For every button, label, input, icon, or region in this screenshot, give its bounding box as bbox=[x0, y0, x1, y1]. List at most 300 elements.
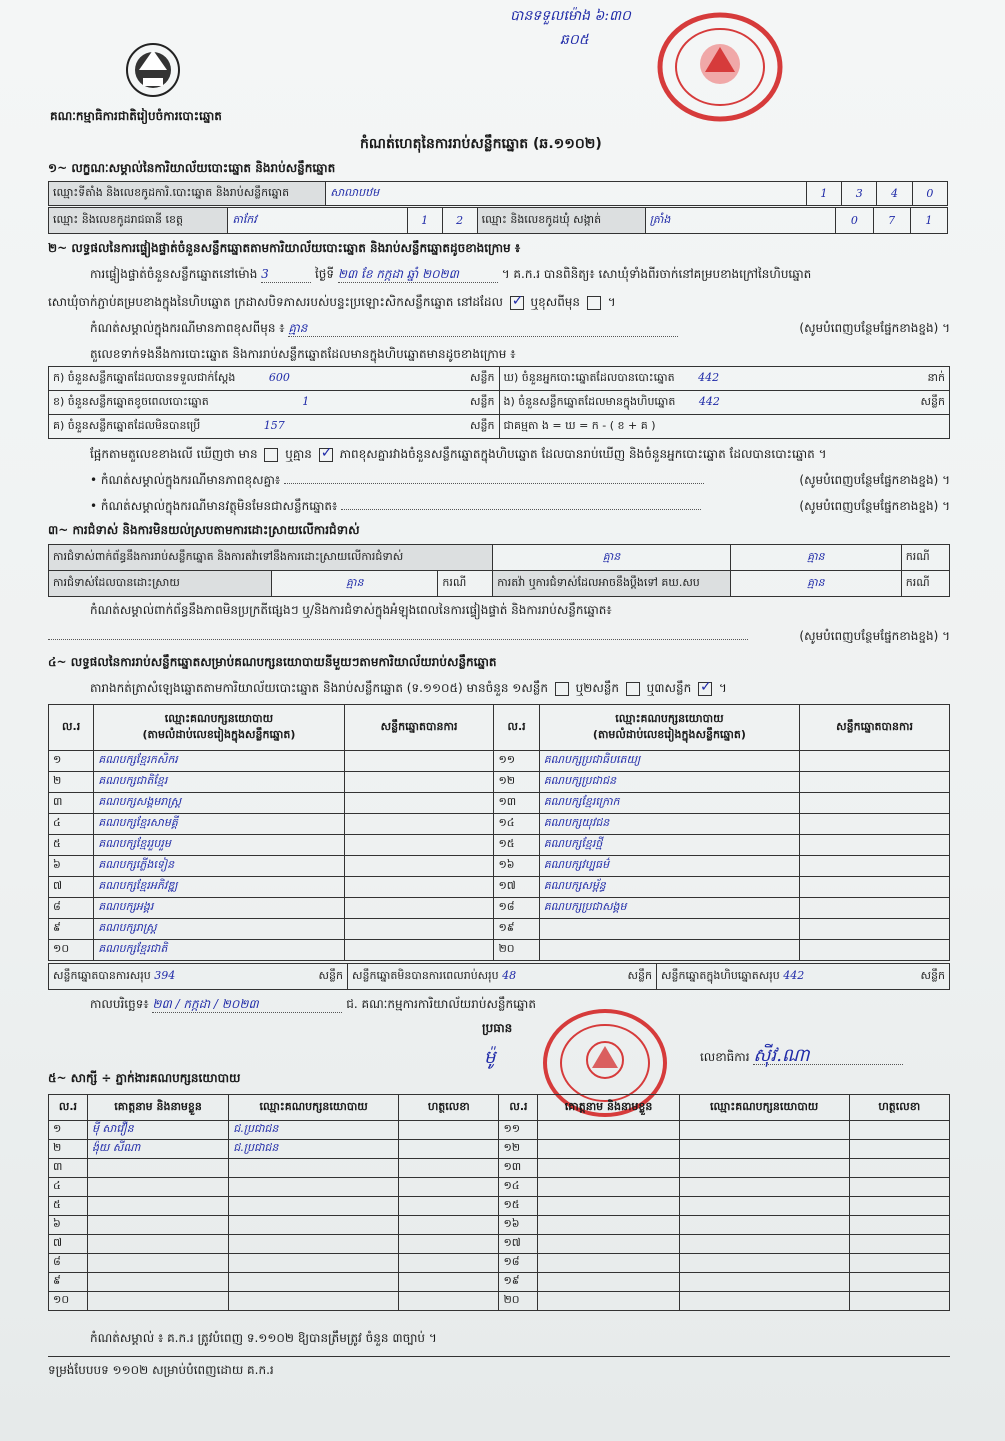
witness-party: ជ.ប្រជាជន bbox=[229, 1140, 399, 1159]
party-votes bbox=[800, 877, 950, 898]
col-name: គោត្តនាម និងនាមខ្លួន bbox=[87, 1095, 228, 1121]
table-row bbox=[49, 751, 950, 772]
objection-label: ការជំទាស់ពាក់ព័ន្ធនឹងការរាប់សន្លឹកឆ្នោត និងការតវ៉ាទៅនឹងការដោះស្រាយលើការជំទាស់ bbox=[49, 545, 493, 571]
party-votes bbox=[800, 793, 950, 814]
has-discrepancy-checkbox[interactable] bbox=[264, 448, 278, 462]
table-row bbox=[49, 814, 950, 835]
witness-name bbox=[87, 1273, 228, 1292]
location-label: ឈ្មោះទីតាំង និងលេខកូដការិ.បោះឆ្នោត និងរាប់សន្លឹកឆ្នោត bbox=[49, 182, 326, 206]
witness-no: ៥ bbox=[49, 1197, 88, 1216]
official-seal-top bbox=[655, 12, 785, 122]
figure-label: ង) ចំនួនសន្លឹកឆ្នោតដែលមានក្នុងហិបឆ្នោត bbox=[503, 394, 676, 408]
province-code-digit: 1 bbox=[407, 208, 442, 234]
province-value: តាកែវ bbox=[228, 208, 407, 234]
party-no: ៩ bbox=[49, 919, 94, 940]
table-row bbox=[49, 919, 950, 940]
party-votes bbox=[344, 940, 494, 961]
party-votes bbox=[800, 835, 950, 856]
witness-sign bbox=[849, 1121, 949, 1140]
fill-back-note: (សូមបំពេញបន្ថែមផ្នែកខាងខ្នង) ។ bbox=[799, 629, 950, 643]
party-no: ១៨ bbox=[494, 898, 539, 919]
section2-line1-day: ថ្ងៃទី bbox=[315, 267, 335, 281]
secretary-line bbox=[700, 1045, 903, 1066]
witness-party bbox=[679, 1140, 849, 1159]
col-party-right bbox=[539, 705, 799, 751]
witness-name bbox=[87, 1178, 228, 1197]
invalid-total bbox=[348, 964, 657, 990]
witness-sign bbox=[849, 1216, 949, 1235]
col-votes: សន្លឹកឆ្នោតបានការ bbox=[344, 705, 494, 751]
witness-name bbox=[87, 1292, 228, 1311]
witness-name bbox=[87, 1159, 228, 1178]
col-party-label: ឈ្មោះគណបក្សនយោបាយ bbox=[164, 711, 274, 725]
party-no: ១៣ bbox=[494, 793, 539, 814]
witness-no: ៤ bbox=[49, 1178, 88, 1197]
party-name: គណបក្សខ្មែរសាមគ្គី bbox=[94, 814, 344, 835]
votes-table bbox=[48, 704, 950, 961]
bullet1-label: • កំណត់សម្គាល់ក្នុងករណីមានភាពខុសគ្នា៖ bbox=[90, 473, 281, 487]
witness-name bbox=[87, 1197, 228, 1216]
party-votes bbox=[344, 835, 494, 856]
section2-line1-suffix: ។ គ.ក.រ បានពិនិត្យ៖ សោឃុំទាំងពីរចាក់នៅគម្របខាងក្រៅនៃហិបឆ្នោត bbox=[501, 267, 812, 281]
witness-party bbox=[679, 1235, 849, 1254]
party-no: ១៦ bbox=[494, 856, 539, 877]
figure-value: 157 bbox=[263, 418, 285, 432]
witness-no: ១៧ bbox=[499, 1235, 538, 1254]
section1-table bbox=[48, 181, 948, 206]
sheets-label: តារាងកត់ត្រាសំឡេងឆ្នោតតាមការិយាល័យបោះឆ្នោត និងរាប់សន្លឹកឆ្នោត (ទ.១១០៥) មានចំនួន ១សន្លឹក bbox=[90, 681, 548, 695]
figure-row-a bbox=[49, 367, 500, 391]
party-name: គណបក្សខ្មែរកសិករ bbox=[94, 751, 344, 772]
witness-sign bbox=[849, 1159, 949, 1178]
table-row bbox=[49, 1140, 950, 1159]
totals-table bbox=[48, 963, 950, 990]
witness-sign bbox=[399, 1273, 499, 1292]
no-discrepancy-label: ឬគ្មាន bbox=[285, 447, 312, 461]
section4-heading: ៤~ លទ្ធផលនៃការរាប់សន្លឹកឆ្នោតសម្រាប់គណបក្សនយោបាយនីមួយៗតាមការិយាល័យរាប់សន្លឹកឆ្នោត bbox=[48, 655, 497, 669]
party-no: ២ bbox=[49, 772, 94, 793]
col-no: ល.រ bbox=[49, 705, 94, 751]
figure-unit: សន្លឹក bbox=[470, 394, 495, 408]
witness-name bbox=[538, 1254, 679, 1273]
chair-label: ប្រធាន bbox=[482, 1021, 513, 1035]
party-name: គណបក្សវប្បធម៌ bbox=[539, 856, 799, 877]
witness-sign bbox=[399, 1140, 499, 1159]
witness-sign bbox=[399, 1292, 499, 1311]
invalid-total-value: 48 bbox=[502, 968, 517, 982]
witness-sign bbox=[399, 1216, 499, 1235]
col-party bbox=[94, 705, 344, 751]
figure-value: 600 bbox=[268, 370, 290, 384]
witness-no: ១២ bbox=[499, 1140, 538, 1159]
location-code-digit: 0 bbox=[912, 182, 947, 206]
unit-label: សន្លឹក bbox=[920, 968, 945, 982]
witness-sign bbox=[849, 1273, 949, 1292]
three-sheets-checkbox[interactable] bbox=[698, 682, 712, 696]
difference-note-value: គ្មាន bbox=[288, 320, 678, 337]
witness-no: ១ bbox=[49, 1121, 88, 1140]
witness-no: ១០ bbox=[49, 1292, 88, 1311]
table-row bbox=[49, 772, 950, 793]
section2-line1-prefix: ការផ្ទៀងផ្ទាត់ចំនួនសន្លឹកឆ្នោតនៅម៉ោង bbox=[90, 267, 258, 281]
three-sheets-label: ឬ៣សន្លឹក bbox=[646, 681, 692, 695]
section2-line1 bbox=[90, 266, 811, 283]
witness-sign bbox=[849, 1254, 949, 1273]
no-discrepancy-checkbox[interactable] bbox=[319, 448, 333, 462]
witness-party bbox=[679, 1254, 849, 1273]
table-row bbox=[49, 1121, 950, 1140]
figure-label: ឃ) ចំនួនអ្នកបោះឆ្នោតដែលបានបោះឆ្នោត bbox=[503, 370, 675, 384]
witness-no: ៩ bbox=[49, 1273, 88, 1292]
two-sheets-label: ឬ២សន្លឹក bbox=[575, 681, 620, 695]
party-votes bbox=[800, 751, 950, 772]
figure-row-d bbox=[499, 367, 950, 391]
party-name: គណបក្សខ្មែរក្រោក bbox=[539, 793, 799, 814]
party-no: ១៥ bbox=[494, 835, 539, 856]
party-no: ៦ bbox=[49, 856, 94, 877]
party-name: គណបក្សប្រជាជន bbox=[539, 772, 799, 793]
date-value: ២៣ / កក្កដា / ២០២៣ bbox=[152, 996, 342, 1013]
figure-unit: នាក់ bbox=[927, 370, 945, 384]
location-value: សាលាបឋម bbox=[326, 182, 807, 206]
unit-label: ករណី bbox=[901, 545, 949, 571]
date-label: កាលបរិច្ឆេទ៖ bbox=[90, 997, 149, 1011]
chair-signature: ម៉ូ bbox=[484, 1047, 496, 1068]
section2-line2: សោឃុំចាក់ភ្ជាប់គម្របខាងក្នុងនៃហិបឆ្នោត ក្រដាសបិទភាសរបស់បន្ទះប្រឡោះសិកសន្លឹកឆ្នោត នៅដដែល ✓ ឬខុសពីមុន ។ bbox=[48, 294, 616, 310]
unit-label: សន្លឹក bbox=[627, 968, 652, 982]
witness-party bbox=[679, 1197, 849, 1216]
witness-name bbox=[538, 1292, 679, 1311]
box-total-label: សន្លឹកឆ្នោតក្នុងហិបឆ្នោតសរុប bbox=[661, 968, 780, 982]
figure-unit: សន្លឹក bbox=[470, 418, 495, 432]
secretary-signature: ស៊ីវ.ណា bbox=[753, 1048, 903, 1065]
party-name: គណបក្សយុវជន bbox=[539, 814, 799, 835]
witness-party bbox=[229, 1216, 399, 1235]
witness-party: ជ.ប្រជាជន bbox=[229, 1121, 399, 1140]
section1-heading: ១~ លក្ខណៈសម្គាល់នៃការិយាល័យបោះឆ្នោត និងរាប់សន្លឹកឆ្នោត bbox=[48, 161, 336, 175]
party-name bbox=[539, 940, 799, 961]
section2-heading: ២~ លទ្ធផលនៃការផ្ទៀងផ្ទាត់ចំនួនសន្លឹកឆ្នោតតាមការិយាល័យបោះឆ្នោត និងរាប់សន្លឹកឆ្នោតដូចខាងក្រោម ៖ bbox=[48, 241, 521, 255]
witness-no: ២០ bbox=[499, 1292, 538, 1311]
different-option-label: ឬខុសពីមុន bbox=[530, 295, 581, 309]
appeal-label: ការតវ៉ា ឬការជំទាស់ដែលអាចនឹងប្តឹងទៅ គឃ.សប bbox=[493, 571, 731, 597]
discrepancy-text: ភាពខុសគ្នារវាងចំនួនសន្លឹកឆ្នោតក្នុងហិបឆ្នោត ដែលបានរាប់ឃើញ និងចំនួនអ្នកបោះឆ្នោត ដែលបានបោះឆ្នោត ។ bbox=[339, 447, 827, 461]
witness-no: ៨ bbox=[49, 1254, 88, 1273]
party-no: ១២ bbox=[494, 772, 539, 793]
party-no: ៣ bbox=[49, 793, 94, 814]
party-name: គណបក្សអង្គរ bbox=[94, 898, 344, 919]
difference-note-line bbox=[90, 320, 950, 337]
table-row bbox=[49, 1197, 950, 1216]
col-party-sub: (តាមលំដាប់លេខរៀងក្នុងសន្លឹកឆ្នោត) bbox=[142, 727, 296, 741]
party-name: គណបក្សប្រជាសង្គម bbox=[539, 898, 799, 919]
witness-name bbox=[538, 1178, 679, 1197]
party-votes bbox=[344, 772, 494, 793]
witness-sign bbox=[399, 1197, 499, 1216]
witness-party bbox=[679, 1273, 849, 1292]
party-no: ៧ bbox=[49, 877, 94, 898]
party-no: ១០ bbox=[49, 940, 94, 961]
witness-name bbox=[538, 1140, 679, 1159]
figures-intro: តួលេខទាក់ទងនឹងការបោះឆ្នោត និងការរាប់សន្លឹកឆ្នោតដែលមានក្នុងហិបឆ្នោតមានដូចខាងក្រោម ៖ bbox=[90, 347, 516, 361]
col-votes-right: សន្លឹកឆ្នោតបានការ bbox=[800, 705, 950, 751]
section3-heading: ៣~ ការជំទាស់ និងការមិនយល់ស្របតាមការដោះស្រាយលើការជំទាស់ bbox=[48, 523, 360, 537]
party-no: ១៤ bbox=[494, 814, 539, 835]
witness-table bbox=[48, 1094, 950, 1311]
party-name: គណបក្សសង្គមរាស្ត្រ bbox=[94, 793, 344, 814]
unit-label: ករណី bbox=[438, 571, 493, 597]
table-row bbox=[49, 898, 950, 919]
figure-label: ក) ចំនួនសន្លឹកឆ្នោតដែលបានទទួលជាក់ស្តែង bbox=[53, 370, 236, 384]
table-row bbox=[49, 1292, 950, 1311]
province-code-digit: 2 bbox=[442, 208, 477, 234]
section1-table-row2 bbox=[48, 207, 948, 234]
party-name: គណបក្សសម្ព័ន្ធ bbox=[539, 877, 799, 898]
box-total bbox=[657, 964, 950, 990]
party-no: ១១ bbox=[494, 751, 539, 772]
party-votes bbox=[800, 814, 950, 835]
col-sign: ហត្ថលេខា bbox=[399, 1095, 499, 1121]
table-row bbox=[49, 1159, 950, 1178]
party-no: ៤ bbox=[49, 814, 94, 835]
witness-name bbox=[87, 1216, 228, 1235]
table-row bbox=[49, 793, 950, 814]
party-name: គណបក្សខ្មែរថ្មី bbox=[539, 835, 799, 856]
footer-divider bbox=[48, 1356, 950, 1357]
received-code-note: ឆ០៥ bbox=[560, 32, 589, 48]
witness-name: ម៉ី សាវឿន bbox=[87, 1121, 228, 1140]
party-votes bbox=[344, 877, 494, 898]
figures-table bbox=[48, 366, 950, 439]
table-row bbox=[49, 1273, 950, 1292]
irregularity-note-line bbox=[48, 628, 950, 644]
objection-value: គ្មាន bbox=[493, 545, 731, 571]
objections-table bbox=[48, 544, 950, 597]
figure-unit: សន្លឹក bbox=[470, 370, 495, 384]
witness-name bbox=[538, 1121, 679, 1140]
witness-name bbox=[87, 1254, 228, 1273]
commune-code-digit: 0 bbox=[836, 208, 873, 234]
witness-name bbox=[538, 1216, 679, 1235]
figure-label: គ) ចំនួនសន្លឹកឆ្នោតដែលមិនបានប្រើ bbox=[53, 418, 201, 432]
witness-sign bbox=[849, 1140, 949, 1159]
party-name: គណបក្សជាតិខ្មែរ bbox=[94, 772, 344, 793]
committee-label: ជ. គណៈកម្មការការិយាល័យរាប់សន្លឹកឆ្នោត bbox=[346, 997, 536, 1011]
witness-party bbox=[229, 1178, 399, 1197]
witness-party bbox=[679, 1178, 849, 1197]
witness-sign bbox=[399, 1121, 499, 1140]
figure-row-e bbox=[499, 391, 950, 415]
figure-formula bbox=[499, 415, 950, 439]
figure-unit: សន្លឹក bbox=[920, 394, 945, 408]
witness-party bbox=[229, 1235, 399, 1254]
figure-value: 442 bbox=[698, 394, 720, 408]
party-no: ៨ bbox=[49, 898, 94, 919]
resolved-value: គ្មាន bbox=[272, 571, 438, 597]
party-name: គណបក្សខ្មែរអភិវឌ្ឍ bbox=[94, 877, 344, 898]
party-name: គណបក្សប្រជាធិបតេយ្យ bbox=[539, 751, 799, 772]
one-sheet-checkbox[interactable] bbox=[555, 682, 569, 696]
table-row bbox=[49, 1235, 950, 1254]
party-no: ១៩ bbox=[494, 919, 539, 940]
witness-sign bbox=[399, 1254, 499, 1273]
witness-sign bbox=[399, 1159, 499, 1178]
irregularity-note: កំណត់សម្គាល់ពាក់ព័ន្ធនឹងភាពមិនប្រក្រតីផ្សេងៗ ឬ/និងការជំទាស់ក្នុងអំឡុងពេលនៃការផ្ទៀងផ្ទាត់ និងការរាប់សន្លឹកឆ្នោត៖ bbox=[90, 603, 612, 617]
fill-back-note: (សូមបំពេញបន្ថែមផ្នែកខាងខ្នង) ។ bbox=[799, 321, 950, 335]
verify-date-value: ២៣ ខែ កក្កដា ឆ្នាំ ២០២៣ bbox=[338, 266, 498, 283]
party-votes bbox=[344, 793, 494, 814]
secretary-label: លេខាធិការ bbox=[700, 1050, 750, 1064]
location-code-digit: 3 bbox=[842, 182, 877, 206]
verify-time-value: 3 bbox=[261, 266, 311, 283]
commune-code-digit: 7 bbox=[873, 208, 910, 234]
witness-party bbox=[679, 1216, 849, 1235]
party-votes bbox=[344, 898, 494, 919]
party-name: គណបក្សរាស្ត្រ bbox=[94, 919, 344, 940]
witness-sign bbox=[399, 1235, 499, 1254]
bullet2-label: • កំណត់សម្គាល់ក្នុងករណីមានវត្ថុមិនមែនជាសន្លឹកឆ្នោត៖ bbox=[90, 499, 338, 513]
witness-name bbox=[538, 1273, 679, 1292]
party-votes bbox=[344, 751, 494, 772]
figure-label: ខ) ចំនួនសន្លឹកឆ្នោតខូចពេលបោះឆ្នោត bbox=[53, 394, 209, 408]
witness-name bbox=[87, 1235, 228, 1254]
witness-name: ង៉ុយ សីណា bbox=[87, 1140, 228, 1159]
unit-label: ករណី bbox=[901, 571, 949, 597]
discrepancy-label: ផ្អែកតាមតួលេខខាងលើ ឃើញថា មាន bbox=[90, 447, 258, 461]
resolved-label: ការជំទាស់ដែលបានដោះស្រាយ bbox=[49, 571, 272, 597]
witness-party bbox=[229, 1254, 399, 1273]
location-code-digit: 4 bbox=[877, 182, 912, 206]
same-as-before-checkbox[interactable] bbox=[510, 296, 524, 310]
bullet2-line bbox=[90, 498, 950, 514]
figure-value: 1 bbox=[302, 394, 310, 408]
party-name bbox=[539, 919, 799, 940]
witness-name bbox=[538, 1159, 679, 1178]
party-votes bbox=[344, 814, 494, 835]
witness-no: ៣ bbox=[49, 1159, 88, 1178]
section2-line2-text: សោឃុំចាក់ភ្ជាប់គម្របខាងក្នុងនៃហិបឆ្នោត ក្រដាសបិទភាសរបស់បន្ទះប្រឡោះសិកសន្លឹកឆ្នោត នៅដដែល bbox=[48, 295, 503, 309]
party-no: ២០ bbox=[494, 940, 539, 961]
party-votes bbox=[344, 856, 494, 877]
document-title: កំណត់ហេតុនៃការរាប់សន្លឹកឆ្នោត (ឆ.១១០២) bbox=[360, 136, 602, 152]
province-label: ឈ្មោះ និងលេខកូដរាជធានី ខេត្ត bbox=[49, 208, 228, 234]
witness-party bbox=[679, 1292, 849, 1311]
figure-value: 442 bbox=[698, 370, 720, 384]
witness-party bbox=[229, 1197, 399, 1216]
org-name: គណៈកម្មាធិការជាតិរៀបចំការបោះឆ្នោត bbox=[50, 109, 222, 123]
col-no: ល.រ bbox=[49, 1095, 88, 1121]
footnote: កំណត់សម្គាល់ ៖ គ.ក.រ ត្រូវបំពេញ ទ.១១០២ ឱ្យបានត្រឹមត្រូវ ចំនួន ៣ច្បាប់ ។ bbox=[90, 1331, 437, 1345]
col-party: ឈ្មោះគណបក្សនយោបាយ bbox=[229, 1095, 399, 1121]
formula-text: ជាគម្មតា ង = ឃ = ក - ( ខ + គ ) bbox=[503, 418, 656, 432]
col-party-label: ឈ្មោះគណបក្សនយោបាយ bbox=[615, 711, 724, 725]
table-row bbox=[49, 1254, 950, 1273]
witness-no: ១៨ bbox=[499, 1254, 538, 1273]
witness-sign bbox=[849, 1235, 949, 1254]
witness-no: ២ bbox=[49, 1140, 88, 1159]
witness-no: ១១ bbox=[499, 1121, 538, 1140]
party-no: ១ bbox=[49, 751, 94, 772]
col-party-right: ឈ្មោះគណបក្សនយោបាយ bbox=[679, 1095, 849, 1121]
party-votes bbox=[800, 898, 950, 919]
witness-no: ៧ bbox=[49, 1235, 88, 1254]
location-code-digit: 1 bbox=[806, 182, 841, 206]
witness-no: ១៦ bbox=[499, 1216, 538, 1235]
table-row bbox=[49, 835, 950, 856]
party-votes bbox=[344, 919, 494, 940]
witness-party bbox=[229, 1273, 399, 1292]
nec-emblem-icon bbox=[125, 40, 181, 100]
col-party-sub: (តាមលំដាប់លេខរៀងក្នុងសន្លឹកឆ្នោត) bbox=[592, 727, 746, 741]
party-votes bbox=[800, 940, 950, 961]
party-name: គណបក្សខ្មែររួបរួម bbox=[94, 835, 344, 856]
table-row bbox=[49, 940, 950, 961]
table-row bbox=[49, 877, 950, 898]
date-line bbox=[90, 996, 536, 1013]
valid-total-value: 394 bbox=[154, 968, 176, 982]
section5-heading: ៥~ សាក្សី ÷ ភ្នាក់ងារគណបក្សនយោបាយ bbox=[48, 1071, 241, 1085]
party-name: គណបក្សខ្មែរជាតិ bbox=[94, 940, 344, 961]
party-votes bbox=[800, 856, 950, 877]
commune-value: ត្រាំង bbox=[645, 208, 836, 234]
invalid-total-label: សន្លឹកឆ្នោតមិនបានការពេលរាប់សរុប bbox=[352, 968, 499, 982]
witness-no: ១៤ bbox=[499, 1178, 538, 1197]
discrepancy-check-line bbox=[90, 446, 827, 462]
table-row bbox=[49, 1178, 950, 1197]
party-no: ១៧ bbox=[494, 877, 539, 898]
table-row bbox=[49, 856, 950, 877]
bullet1-line bbox=[90, 472, 950, 488]
difference-note-label: កំណត់សម្គាល់ក្នុងករណីមានភាពខុសពីមុន ៖ bbox=[90, 321, 285, 335]
form-note: ទម្រង់បែបបទ ១១០២ សម្រាប់បំពេញដោយ គ.ក.រ bbox=[48, 1363, 274, 1377]
sheets-line: តារាងកត់ត្រាសំឡេងឆ្នោតតាមការិយាល័យបោះឆ្នោត និងរាប់សន្លឹកឆ្នោត (ទ.១១០៥) មានចំនួន ១សន្លឹក ឬ២សន្លឹក ឬ៣សន្លឹក ✓ ។ bbox=[90, 680, 727, 696]
witness-no: ១៣ bbox=[499, 1159, 538, 1178]
col-no-right: ល.រ bbox=[494, 705, 539, 751]
witness-no: ៦ bbox=[49, 1216, 88, 1235]
commune-code-digit: 1 bbox=[910, 208, 947, 234]
unit-label: សន្លឹក bbox=[318, 968, 343, 982]
received-time-note: បានទទួលម៉ោង ៦:៣០ bbox=[510, 8, 631, 24]
party-votes bbox=[800, 772, 950, 793]
witness-name bbox=[538, 1235, 679, 1254]
witness-sign bbox=[849, 1292, 949, 1311]
party-name: គណបក្សភ្លើងទៀន bbox=[94, 856, 344, 877]
figure-row-b bbox=[49, 391, 500, 415]
commune-label: ឈ្មោះ និងលេខកូដឃុំ សង្កាត់ bbox=[477, 208, 645, 234]
valid-total-label: សន្លឹកឆ្នោតបានការសរុប bbox=[53, 968, 151, 982]
witness-party bbox=[679, 1121, 849, 1140]
appeal-value: គ្មាន bbox=[730, 571, 901, 597]
witness-name bbox=[538, 1197, 679, 1216]
witness-sign bbox=[849, 1178, 949, 1197]
witness-no: ១៩ bbox=[499, 1273, 538, 1292]
col-name-right: គោត្តនាម និងនាមខ្លួន bbox=[538, 1095, 679, 1121]
col-no-right: ល.រ bbox=[499, 1095, 538, 1121]
different-checkbox[interactable] bbox=[587, 296, 601, 310]
col-sign-right: ហត្ថលេខា bbox=[849, 1095, 949, 1121]
witness-no: ១៥ bbox=[499, 1197, 538, 1216]
box-total-value: 442 bbox=[783, 968, 805, 982]
valid-total bbox=[49, 964, 348, 990]
witness-sign bbox=[849, 1197, 949, 1216]
figure-row-c bbox=[49, 415, 500, 439]
party-votes bbox=[800, 919, 950, 940]
witness-sign bbox=[399, 1178, 499, 1197]
two-sheets-checkbox[interactable] bbox=[626, 682, 640, 696]
party-no: ៥ bbox=[49, 835, 94, 856]
table-row bbox=[49, 1216, 950, 1235]
fill-back-note: (សូមបំពេញបន្ថែមផ្នែកខាងខ្នង) ។ bbox=[799, 473, 950, 487]
